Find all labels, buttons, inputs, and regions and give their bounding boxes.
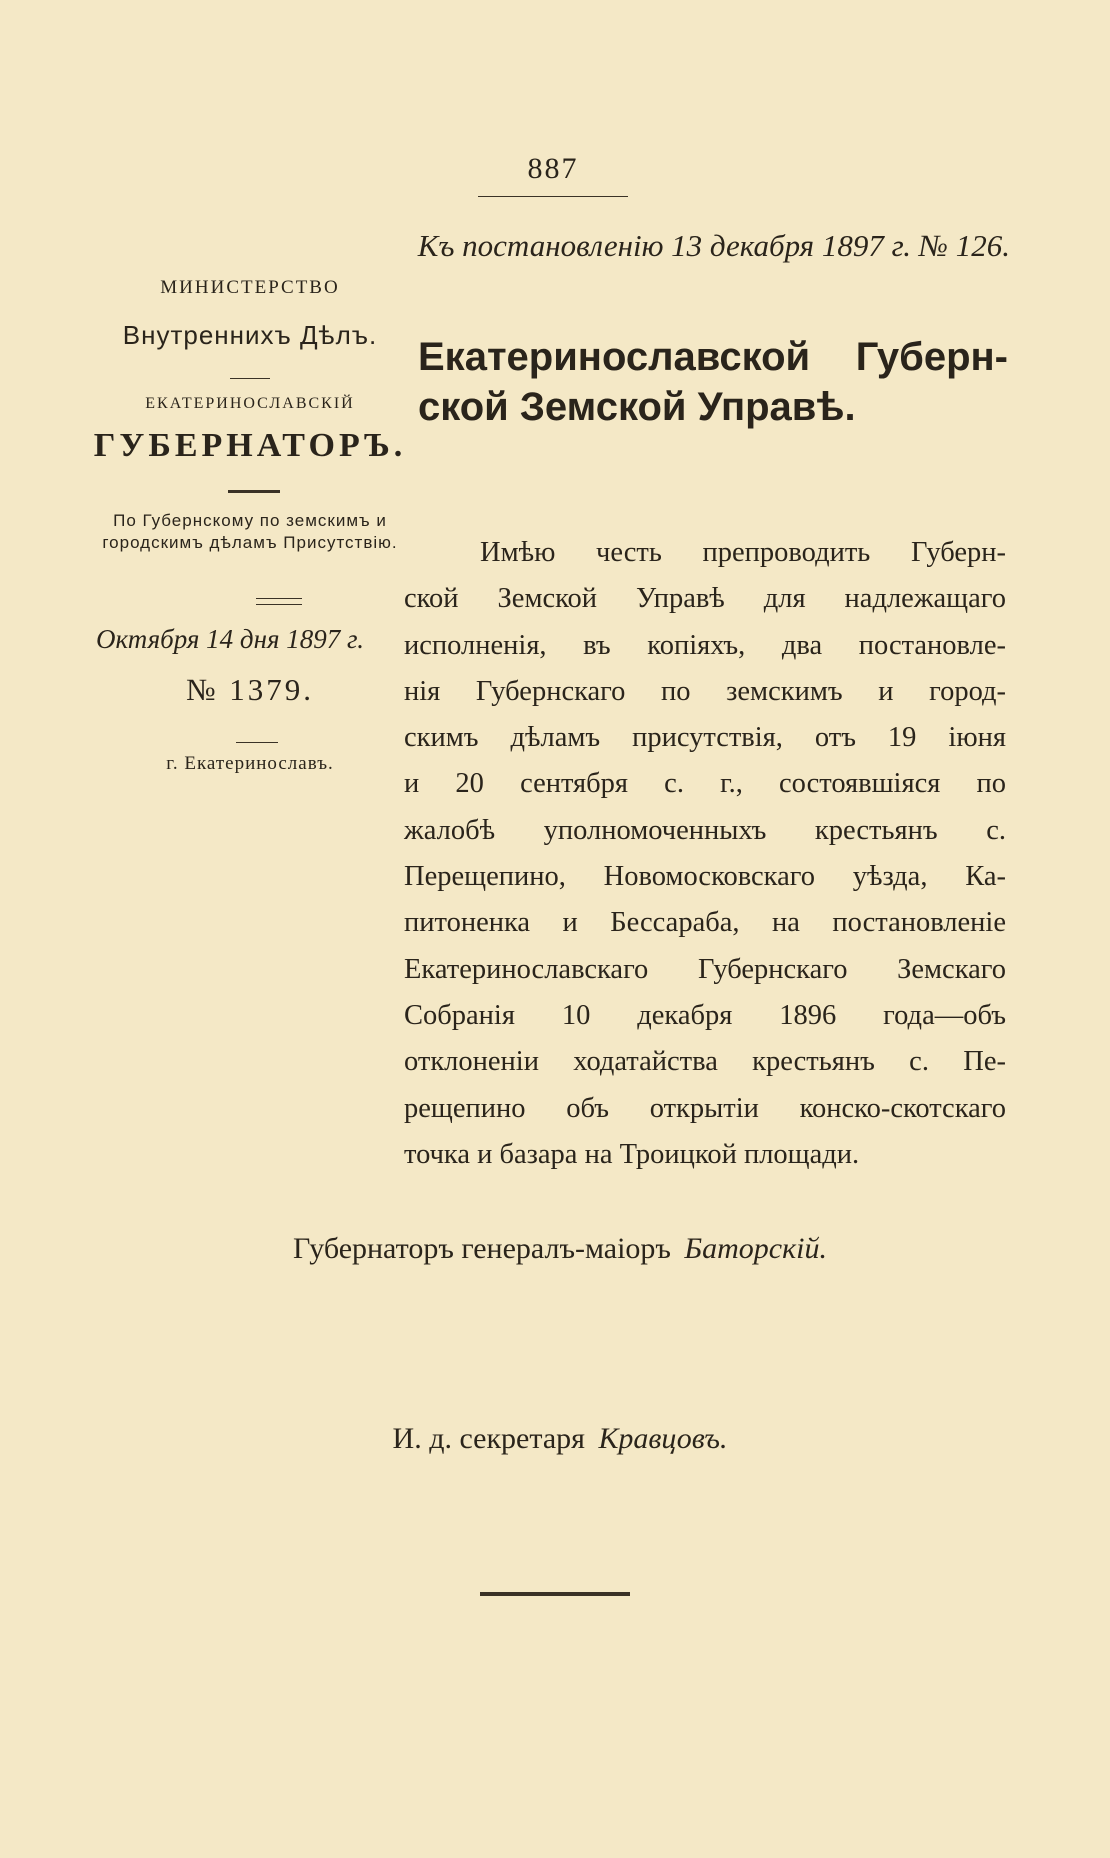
body-line: ской Земской Управѣ для надлежащаго — [404, 583, 1006, 615]
letterhead-rule-3b — [256, 604, 302, 605]
letterhead-rule-1 — [230, 378, 270, 379]
letterhead-governor: ГУБЕРНАТОРЪ. — [93, 427, 407, 464]
governor-name: Баторскій. — [684, 1232, 827, 1265]
body-line: нія Губернскаго по земскимъ и город- — [404, 675, 1006, 707]
resolution-reference: Къ постановленію 13 декабря 1897 г. № 126. — [417, 228, 1010, 263]
body-line: Перещепино, Новомосковскаго уѣзда, Ка- — [404, 861, 1006, 893]
addressee — [418, 332, 1008, 432]
letterhead-city: г. Екатеринославъ. — [166, 753, 334, 774]
body-line: и 20 сентября с. г., состоявшіяся по — [404, 768, 1006, 800]
letterhead-rule-2 — [228, 490, 280, 493]
end-rule — [480, 1592, 630, 1596]
letterhead-ministry: МИНИСТЕРСТВО — [160, 277, 340, 298]
addressee-line: ской Земской Управѣ. — [418, 385, 856, 429]
letterhead-department: По Губернскому по земскимъ и городскимъ дѣламъ Присутствію. — [102, 511, 398, 552]
letter-body — [404, 530, 1006, 1178]
addressee-line: Екатеринославской Губерн- — [418, 335, 1008, 379]
letterhead-rule-4 — [236, 742, 278, 743]
body-line: Екатеринославскаго Губернскаго Земскаго — [404, 953, 1006, 985]
page-number-rule — [478, 196, 628, 197]
body-line: питоненка и Бессараба, на постановленіе — [404, 907, 1006, 939]
body-line: исполненія, въ копіяхъ, два постановле- — [404, 629, 1006, 661]
secretary-signature — [200, 1422, 920, 1456]
governor-title: Губернаторъ генералъ-маіоръ — [293, 1232, 671, 1265]
body-line: отклоненіи ходатайства крестьянъ с. Пе- — [404, 1046, 1006, 1078]
body-line: скимъ дѣламъ присутствія, отъ 19 іюня — [404, 722, 1006, 754]
body-line: точка и базара на Троицкой площади. — [404, 1138, 860, 1170]
body-line: рещепино объ открытіи конско-скотскаго — [404, 1092, 1006, 1124]
body-line: Собранія 10 декабря 1896 года—объ — [404, 999, 1006, 1031]
body-line: Имѣю честь препроводить Губерн- — [480, 537, 1006, 568]
letterhead-internal-affairs: Внутреннихъ Дѣлъ. — [122, 320, 378, 350]
page-number: 887 — [527, 152, 579, 185]
letterhead-rule-3a — [256, 598, 302, 599]
secretary-title: И. д. секретаря — [392, 1422, 585, 1455]
body-line: жалобѣ уполномоченныхъ крестьянъ с. — [404, 814, 1006, 846]
letterhead-date: Октября 14 дня 1897 г. — [96, 624, 364, 654]
governor-signature — [200, 1232, 920, 1266]
secretary-name: Кравцовъ. — [598, 1422, 728, 1455]
letterhead-number: № 1379. — [185, 672, 315, 707]
letterhead-ekaterinoslav: ЕКАТЕРИНОСЛАВСКІЙ — [145, 395, 355, 412]
